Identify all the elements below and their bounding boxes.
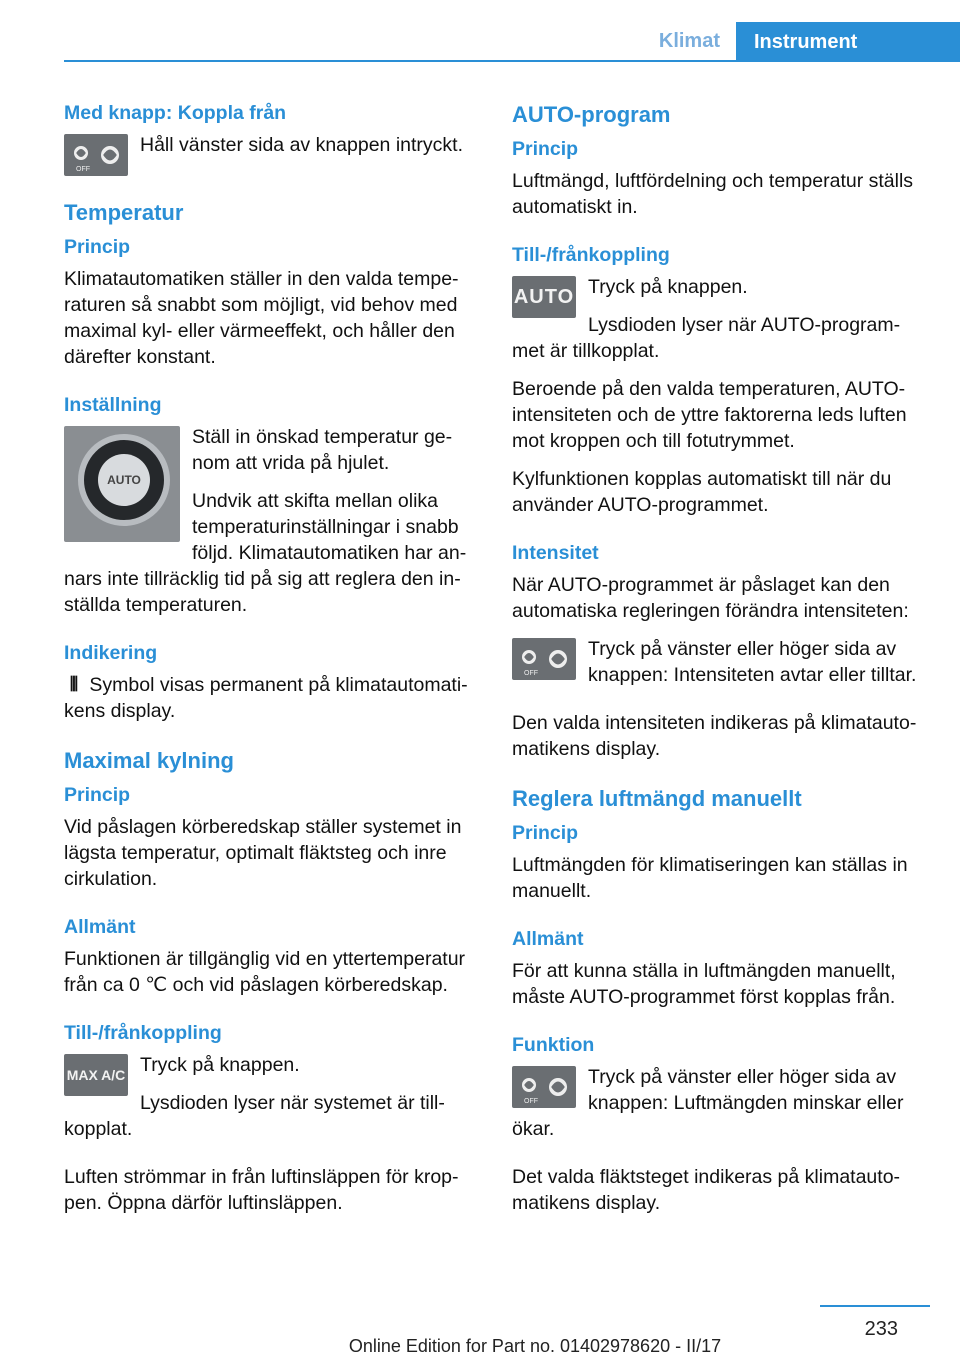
function-heading: Funktion — [512, 1034, 595, 1056]
general-text: Funktionen är tillgänglig vid en yttertemperatur från ca 0 ℃ och vid påslagen körberedskap. — [64, 948, 466, 996]
max-onoff-text-1: Tryck på knappen. — [140, 1054, 300, 1076]
manual-airflow-heading: Reglera luftmängd manuellt — [512, 786, 802, 811]
manual-principle-text: Luftmängden för klimatiseringen kan ställas in manuellt. — [512, 854, 908, 902]
fan-airflow-button-icon — [512, 1066, 576, 1108]
button-off-heading: Med knapp: Koppla från — [64, 102, 287, 124]
function-display-text: Det valda fläktsteget indikeras på klimatauto-matikens display. — [512, 1166, 901, 1214]
cooling-symbol-icon: ⫴ — [69, 674, 79, 696]
temperature-heading: Temperatur — [64, 200, 184, 225]
page-header — [64, 0, 960, 62]
indication-block — [64, 672, 484, 724]
max-cooling-principle-heading: Princip — [64, 784, 131, 806]
header-chapter-tab: Instrument — [736, 22, 960, 62]
button-off-block — [64, 132, 484, 176]
svg-text:OFF: OFF — [76, 166, 90, 173]
general-heading: Allmänt — [64, 916, 136, 938]
auto-onoff-text-2: Lysdioden lyser när AUTO-program-met är tillkopplat. — [512, 314, 901, 362]
fan-intensity-button-icon — [512, 638, 576, 680]
intensity-display-text: Den valda intensiteten indikeras på klimatauto-matikens display. — [512, 712, 917, 760]
manual-general-text: För att kunna ställa in luftmängden manuellt, måste AUTO-programmet först kopplas från. — [512, 960, 896, 1008]
max-cooling-principle-text: Vid påslagen körberedskap ställer systemet in lägsta temperatur, optimalt fläktsteg och inre cirkulation. — [64, 816, 462, 890]
button-off-text: Håll vänster sida av knappen intryckt. — [140, 134, 463, 156]
auto-onoff-heading: Till-/frånkoppling — [512, 244, 670, 266]
airflow-text: Luften strömmar in från luftinsläppen för krop-pen. Öppna därför luftinsläppen. — [64, 1166, 459, 1214]
intensity-button-text: Tryck på vänster eller höger sida av knappen: Intensiteten avtar eller tilltar. — [588, 638, 917, 686]
intensity-button-block — [512, 636, 930, 710]
function-text: Tryck på vänster eller höger sida av knappen: Luftmängden minskar eller ökar. — [512, 1066, 904, 1140]
max-onoff-heading: Till-/frånkoppling — [64, 1022, 222, 1044]
dial-auto-label: AUTO — [98, 454, 150, 506]
setting-text-2: Undvik att skifta mellan olika temperaturinställningar i snabb följd. Klimatautomatiken har an-nars inte tillräcklig tid på sig att reglera den in-ställda temperaturen. — [64, 490, 467, 616]
auto-onoff-block — [512, 274, 930, 376]
indication-text: Symbol visas permanent på klimatautomati-kens display. — [64, 674, 468, 722]
auto-program-heading: AUTO-program — [512, 102, 671, 127]
temperature-principle-text: Klimatautomatiken ställer in den valda tempe-raturen så snabbt som möjligt, vid behov med maximal kyl- eller värmeeffekt, och håller den därefter konstant. — [64, 268, 459, 368]
setting-heading: Inställning — [64, 394, 162, 416]
function-block — [512, 1064, 930, 1164]
edition-footer: Online Edition for Part no. 01402978620 - II/17 — [348, 1336, 722, 1356]
setting-block — [64, 424, 484, 640]
max-onoff-text-2: Lysdioden lyser när systemet är till-kopplat. — [64, 1092, 445, 1140]
intensity-heading: Intensitet — [512, 542, 599, 564]
right-column — [512, 100, 930, 1228]
auto-cooling-text: Kylfunktionen kopplas automatiskt till när du använder AUTO-programmet. — [512, 468, 892, 516]
fan-off-button-icon — [64, 134, 128, 176]
dial-ring — [78, 434, 170, 526]
intensity-text: När AUTO-programmet är påslaget kan den automatiska regleringen förändra intensiteten: — [512, 574, 909, 622]
max-onoff-block — [64, 1052, 484, 1164]
page-number: 233 — [864, 1318, 898, 1340]
auto-onoff-text-1: Tryck på knappen. — [588, 276, 748, 298]
auto-button-icon: AUTO — [512, 276, 576, 318]
footer-rule — [820, 1305, 930, 1307]
svg-text:OFF: OFF — [524, 670, 538, 677]
manual-principle-heading: Princip — [512, 822, 579, 844]
header-section-tab: Klimat — [658, 30, 720, 52]
setting-text-1: Ställ in önskad temperatur ge-nom att vrida på hjulet. — [192, 426, 453, 474]
indication-heading: Indikering — [64, 642, 158, 664]
left-column — [64, 100, 484, 1228]
auto-principle-heading: Princip — [512, 138, 579, 160]
manual-general-heading: Allmänt — [512, 928, 584, 950]
temperature-dial-icon — [64, 426, 180, 542]
auto-dependent-text: Beroende på den valda temperaturen, AUTO-intensiteten och de yttre faktorerna leds luften mot kroppen och till fotutrymmet. — [512, 378, 907, 452]
svg-text:OFF: OFF — [524, 1098, 538, 1105]
temperature-principle-heading: Princip — [64, 236, 131, 258]
auto-principle-text: Luftmängd, luftfördelning och temperatur ställs automatiskt in. — [512, 170, 914, 218]
max-cooling-heading: Maximal kylning — [64, 748, 234, 773]
max-ac-button-icon: MAX A/C — [64, 1054, 128, 1096]
